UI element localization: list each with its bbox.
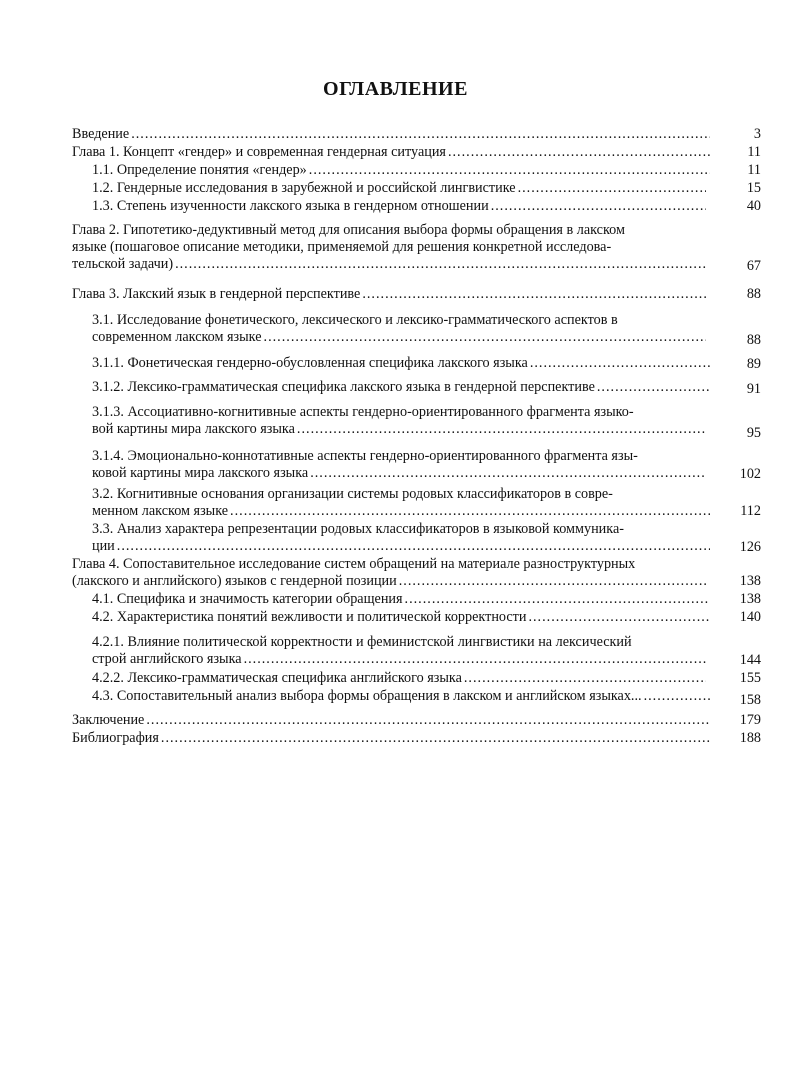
toc-leader-dots bbox=[244, 651, 706, 668]
toc-entry-text: 1.3. Степень изученности лакского языка в гендерном отношении bbox=[92, 198, 489, 214]
toc-leader-dots bbox=[518, 180, 706, 197]
toc-entry-text: 3.1.1. Фонетическая гендерно-обусловленная специфика лакского языка bbox=[92, 355, 528, 371]
toc-entry bbox=[92, 312, 706, 346]
toc-entry-text: 3.1.3. Ассоциативно-когнитивные аспекты гендерно-ориентированного фрагмента языко- bbox=[92, 404, 634, 420]
toc-page-number: 144 bbox=[739, 652, 761, 668]
toc-leader-dots bbox=[491, 198, 706, 215]
toc-entry-text: 3.1. Исследование фонетического, лексического и лексико-грамматического аспектов в bbox=[92, 312, 618, 328]
toc-entry-text: (лакского и английского) языков с гендерной позиции bbox=[72, 573, 397, 589]
toc-page-number: 126 bbox=[739, 539, 761, 555]
toc-entry-text: Глава 3. Лакский язык в гендерной перспективе bbox=[72, 286, 361, 302]
toc-entry-text: менном лакском языке bbox=[92, 503, 229, 519]
toc-page-number: 102 bbox=[739, 466, 761, 482]
toc-page-number: 3 bbox=[753, 126, 761, 142]
toc-entry bbox=[92, 355, 710, 372]
toc-page-number: 11 bbox=[747, 162, 761, 178]
toc-entry-text: 4.2.2. Лексико-грамматическая специфика английского языка bbox=[92, 670, 462, 686]
toc-entry bbox=[92, 688, 710, 705]
toc-page-number: 155 bbox=[739, 670, 761, 686]
toc-leader-dots bbox=[464, 670, 706, 687]
toc-page-number: 91 bbox=[746, 381, 761, 397]
toc-entry-text: Глава 1. Концепт «гендер» и современная гендерная ситуация bbox=[72, 144, 446, 160]
toc-entry bbox=[92, 162, 710, 179]
toc-page-number: 67 bbox=[746, 258, 761, 274]
toc-leader-dots bbox=[597, 379, 710, 396]
toc-entry bbox=[92, 521, 710, 555]
toc-entry bbox=[72, 712, 710, 729]
toc-entry-text: 1.1. Определение понятия «гендер» bbox=[92, 162, 307, 178]
toc-entry-text: Глава 2. Гипотетико-дедуктивный метод для описания выбора формы обращения в лакском bbox=[72, 222, 625, 238]
toc-page-number: 112 bbox=[740, 503, 761, 519]
toc-entry bbox=[92, 591, 710, 608]
toc-entry-text: 4.2.1. Влияние политической корректности и феминистской лингвистики на лексический bbox=[92, 634, 632, 650]
toc-leader-dots bbox=[117, 538, 710, 555]
toc-page-number: 158 bbox=[739, 692, 761, 708]
toc-page-number: 140 bbox=[739, 609, 761, 625]
toc-entry bbox=[72, 222, 706, 273]
toc-entry-text: строй английского языка bbox=[92, 651, 242, 667]
toc-page-number: 88 bbox=[746, 286, 761, 302]
page-title: ОГЛАВЛЕНИЕ bbox=[323, 78, 468, 100]
toc-leader-dots bbox=[161, 730, 710, 747]
toc-entry bbox=[92, 486, 710, 520]
toc-entry bbox=[72, 126, 710, 143]
toc-entry bbox=[72, 144, 710, 161]
toc-entry-text: 4.1. Специфика и значимость категории обращения bbox=[92, 591, 403, 607]
toc-leader-dots bbox=[405, 591, 710, 608]
toc-entry bbox=[92, 448, 706, 482]
toc-page-number: 88 bbox=[746, 332, 761, 348]
toc-leader-dots bbox=[264, 329, 706, 346]
toc-entry bbox=[92, 404, 706, 438]
toc-leader-dots bbox=[399, 573, 706, 590]
toc-entry bbox=[92, 180, 706, 197]
toc-entry bbox=[92, 670, 706, 687]
toc-entry-text: вой картины мира лакского языка bbox=[92, 421, 295, 437]
toc-page-number: 11 bbox=[747, 144, 761, 160]
toc-page-number: 188 bbox=[739, 730, 761, 746]
toc-entry-text: Введение bbox=[72, 126, 130, 142]
toc-leader-dots bbox=[175, 256, 706, 273]
toc-entry-text: ковой картины мира лакского языка bbox=[92, 465, 309, 481]
toc-leader-dots bbox=[309, 162, 710, 179]
toc-entry-text: 3.1.2. Лексико-грамматическая специфика лакского языка в гендерной перспективе bbox=[92, 379, 595, 395]
toc-entry-text: языке (пошаговое описание методики, применяемой для решения конкретной исследова- bbox=[72, 239, 612, 255]
toc-entry bbox=[92, 198, 706, 215]
toc-entry-text: Глава 4. Сопоставительное исследование систем обращений на материале разноструктурных bbox=[72, 556, 636, 572]
toc-leader-dots bbox=[528, 609, 710, 626]
toc-leader-dots bbox=[530, 355, 710, 372]
toc-entry-text: 3.2. Когнитивные основания организации системы родовых классификаторов в совре- bbox=[92, 486, 613, 502]
toc-entry-text: современном лакском языке bbox=[92, 329, 262, 345]
toc-leader-dots bbox=[310, 465, 706, 482]
toc-entry bbox=[92, 609, 710, 626]
toc-entry bbox=[92, 634, 706, 668]
toc-entry bbox=[72, 556, 706, 590]
toc-entry bbox=[72, 286, 706, 303]
toc-entry-text: тельской задачи) bbox=[72, 256, 174, 272]
toc-leader-dots bbox=[297, 421, 706, 438]
toc-page-number: 95 bbox=[746, 425, 761, 441]
toc-entry bbox=[72, 730, 710, 747]
toc-page-number: 138 bbox=[739, 591, 761, 607]
toc-leader-dots bbox=[146, 712, 710, 729]
toc-leader-dots bbox=[448, 144, 710, 161]
toc-entry-text: 4.2. Характеристика понятий вежливости и политической корректности bbox=[92, 609, 527, 625]
toc-entry-text: 3.1.4. Эмоционально-коннотативные аспекты гендерно-ориентированного фрагмента язы- bbox=[92, 448, 638, 464]
toc-entry-text: Библиография bbox=[72, 730, 159, 746]
toc-entry-text: Заключение bbox=[72, 712, 145, 728]
toc-entry bbox=[92, 379, 710, 396]
toc-leader-dots bbox=[230, 503, 710, 520]
toc-page-number: 138 bbox=[739, 573, 761, 589]
toc-leader-dots bbox=[362, 286, 706, 303]
toc-page-number: 15 bbox=[746, 180, 761, 196]
toc-entry-text: 3.3. Анализ характера репрезентации родовых классификаторов в языковой коммуника- bbox=[92, 521, 624, 537]
toc-entry-text: ции bbox=[92, 538, 115, 554]
toc-entry-text: 4.3. Сопоставительный анализ выбора формы обращения в лакском и английском языках... bbox=[92, 688, 642, 704]
toc-leader-dots bbox=[131, 126, 710, 143]
toc-entry-text: 1.2. Гендерные исследования в зарубежной и российской лингвистике bbox=[92, 180, 516, 196]
toc-page-number: 179 bbox=[739, 712, 761, 728]
toc-page-number: 89 bbox=[746, 356, 761, 372]
toc-page-number: 40 bbox=[746, 198, 761, 214]
